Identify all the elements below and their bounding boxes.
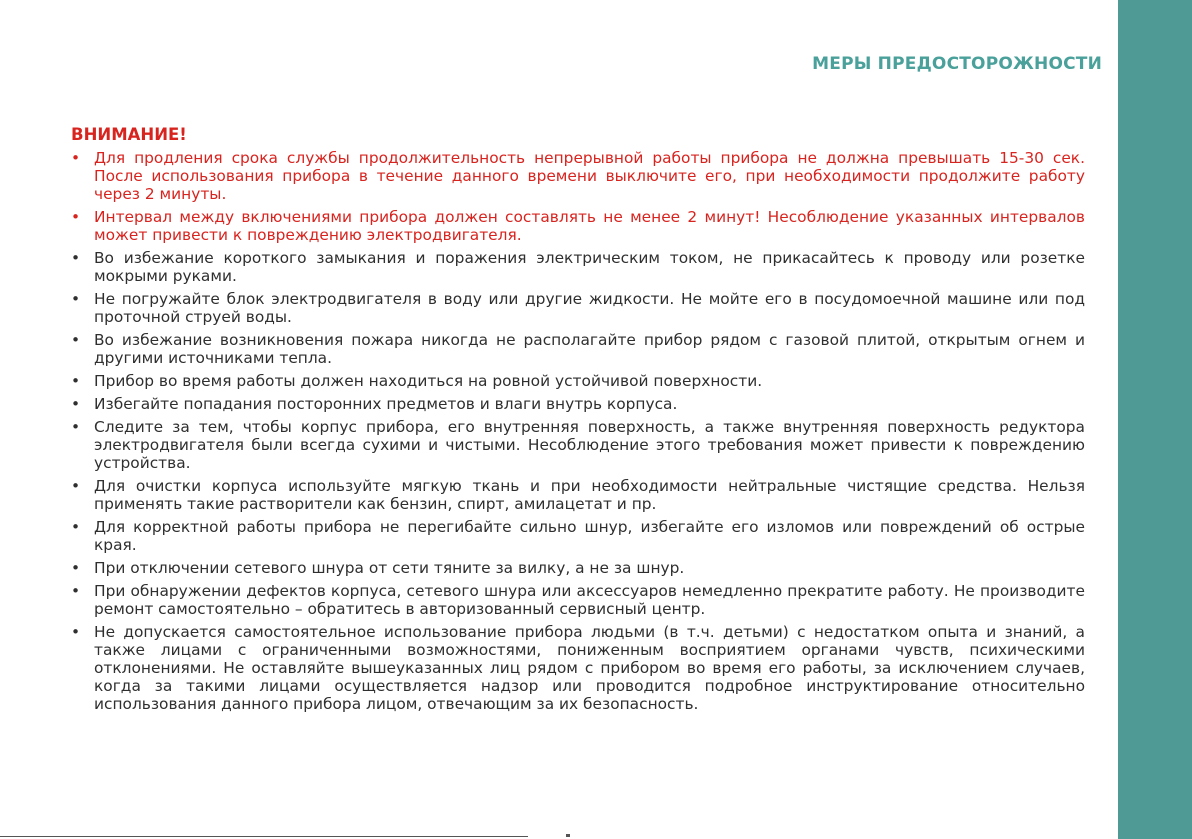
list-item: • При обнаружении дефектов корпуса, сетевого шнура или аксессуаров немедленно прекратите работу. Не производите ремонт самостоятельно – обратитесь в авторизованный сервисный центр. bbox=[71, 582, 1085, 618]
section-title: МЕРЫ ПРЕДОСТОРОЖНОСТИ bbox=[812, 54, 1102, 74]
list-item: • Не погружайте блок электродвигателя в воду или другие жидкости. Не мойте его в посудомоечной машине или под проточной струей воды. bbox=[71, 290, 1085, 326]
list-item: • Во избежание возникновения пожара никогда не располагайте прибор рядом с газовой плитой, открытым огнем и другими источниками тепла. bbox=[71, 331, 1085, 367]
list-item: • Во избежание короткого замыкания и поражения электрическим током, не прикасайтесь к проводу или розетке мокрыми руками. bbox=[71, 249, 1085, 285]
list-item: • При отключении сетевого шнура от сети тяните за вилку, а не за шнур. bbox=[71, 559, 1085, 577]
precautions-list bbox=[71, 149, 1085, 718]
list-item: • Интервал между включениями прибора должен составлять не менее 2 минут! Несоблюдение указанных интервалов может привести к повреждению электродвигателя. bbox=[71, 208, 1085, 244]
list-item: • Для корректной работы прибора не перегибайте сильно шнур, избегайте его изломов или повреждений об острые края. bbox=[71, 518, 1085, 554]
list-item: • Прибор во время работы должен находиться на ровной устойчивой поверхности. bbox=[71, 372, 1085, 390]
footer-divider bbox=[0, 836, 528, 837]
side-color-bar bbox=[1118, 0, 1192, 839]
warning-heading: ВНИМАНИЕ! bbox=[71, 125, 187, 144]
list-item: • Не допускается самостоятельное использование прибора людьми (в т.ч. детьми) с недостатком опыта и знаний, а также лицами с ограниченными возможностями, пониженным восприятием органами чувств, психическими отклонениями. Не оставляйте вышеуказанных лиц рядом с прибором во время его работы, за исключением случаев, когда за такими лицами осуществляется надзор или проводится подробное инструктирование относительно использования данного прибора лицом, отвечающим за их безопасность. bbox=[71, 623, 1085, 713]
list-item: • Для очистки корпуса используйте мягкую ткань и при необходимости нейтральные чистящие средства. Нельзя применять такие растворители как бензин, спирт, амилацетат и пр. bbox=[71, 477, 1085, 513]
list-item: • Избегайте попадания посторонних предметов и влаги внутрь корпуса. bbox=[71, 395, 1085, 413]
list-item: • Следите за тем, чтобы корпус прибора, его внутренняя поверхность, а также внутренняя поверхность редуктора электродвигателя были всегда сухими и чистыми. Несоблюдение этого требования может привести к повреждению устройства. bbox=[71, 418, 1085, 472]
list-item: • Для продления срока службы продолжительность непрерывной работы прибора не должна превышать 15-30 сек. После использования прибора в течение данного времени выключите его, при необходимости продолжите работу через 2 минуты. bbox=[71, 149, 1085, 203]
footer-mark bbox=[566, 834, 570, 837]
